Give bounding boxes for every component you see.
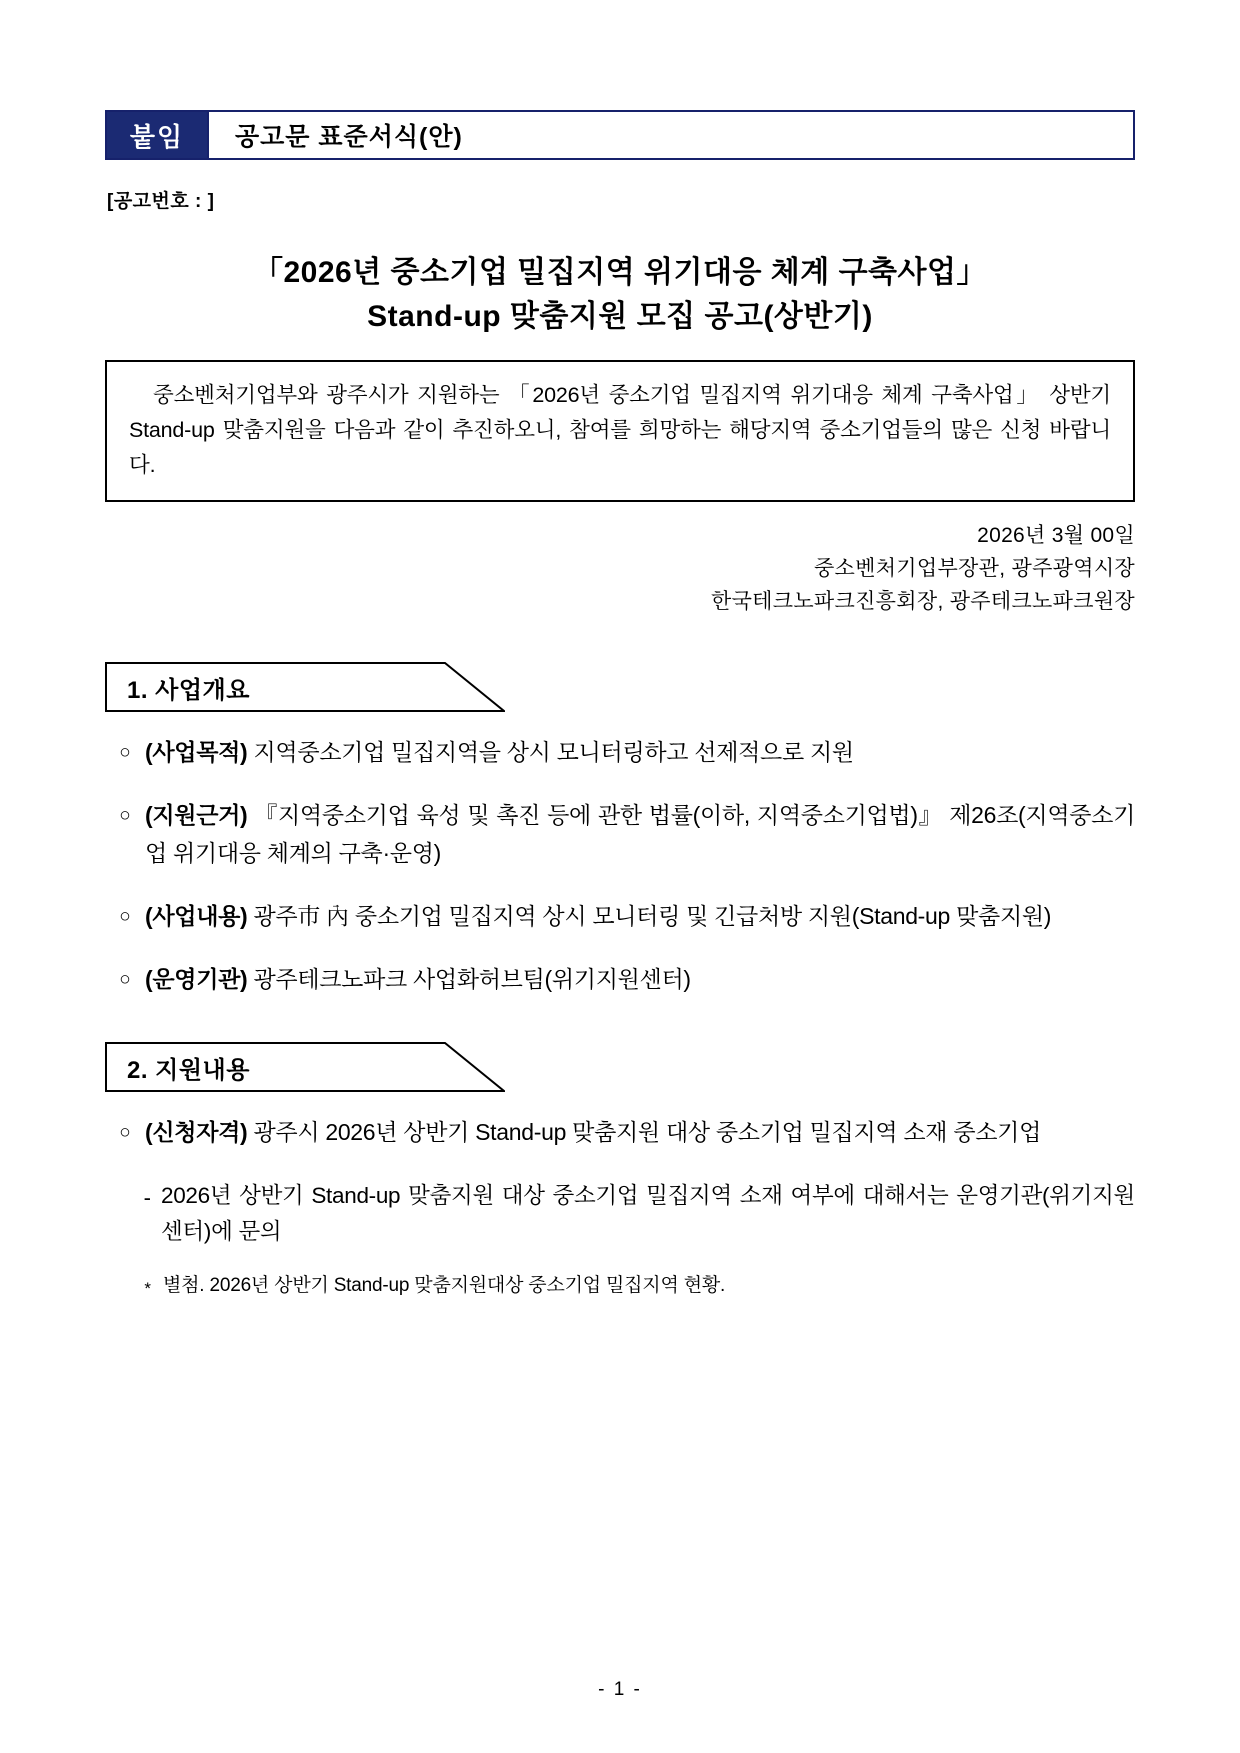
- list-item: [105, 898, 1135, 935]
- section-heading-2: [105, 1042, 505, 1092]
- signature-line-1: 중소벤처기업부장관, 광주광역시장: [813, 557, 1135, 581]
- list-item-label: (사업내용): [145, 902, 248, 929]
- list-marker: ○: [119, 969, 131, 991]
- notice-number: [공고번호 : ]: [107, 191, 215, 212]
- list-item: [105, 797, 1135, 872]
- section-business-overview: [105, 662, 1135, 998]
- section-2-items: [105, 1114, 1135, 1301]
- attachment-tag: 붙임: [105, 110, 209, 160]
- summary-box: [105, 360, 1135, 502]
- list-item-label: (신청자격): [145, 1119, 248, 1146]
- page-title-line-1: 「2026년 중소기업 밀집지역 위기대응 체계 구축사업」: [252, 256, 988, 289]
- signature-block: [105, 520, 1135, 618]
- list-item-text: 별첨. 2026년 상반기 Stand-up 맞춤지원대상 중소기업 밀집지역 현황.: [163, 1274, 726, 1296]
- list-item-label: (운영기관): [145, 966, 248, 993]
- section-1-items: [105, 734, 1135, 998]
- attachment-header: [105, 110, 1135, 160]
- list-item-text: 지역중소기업 밀집지역을 상시 모니터링하고 선제적으로 지원: [247, 739, 854, 766]
- section-heading-1-label: 1. 사업개요: [127, 676, 250, 704]
- list-item-body: [145, 1114, 1135, 1151]
- list-item-body: [145, 961, 1135, 998]
- list-item: [105, 1271, 1135, 1302]
- list-item-label: (지원근거): [145, 802, 248, 829]
- list-item: [105, 961, 1135, 998]
- list-item-body: [145, 797, 1135, 872]
- list-marker: -: [143, 1184, 151, 1210]
- section-heading-1: [105, 662, 505, 712]
- section-support-details: [105, 1042, 1135, 1301]
- list-marker: ○: [119, 805, 131, 827]
- list-item: [105, 734, 1135, 771]
- signature-date: 2026년 3월 00일: [977, 524, 1135, 548]
- attachment-title: 공고문 표준서식(안): [209, 110, 1135, 160]
- page-title: [105, 251, 1135, 338]
- summary-text: 중소벤처기업부와 광주시가 지원하는 「2026년 중소기업 밀집지역 위기대응 체계 구축사업」 상반기 Stand-up 맞춤지원을 다음과 같이 추진하오니, 참여를 희망하는 해당지역 중소기업들의 많은 신청 바랍니다.: [129, 383, 1111, 477]
- list-item-text: 광주테크노파크 사업화허브팀(위기지원센터): [247, 966, 691, 993]
- list-item-text: 2026년 상반기 Stand-up 맞춤지원 대상 중소기업 밀집지역 소재 여부에 대해서는 운영기관(위기지원센터)에 문의: [161, 1182, 1135, 1245]
- page-title-line-2: Stand-up 맞춤지원 모집 공고(상반기): [367, 299, 873, 333]
- list-item-body: [145, 898, 1135, 935]
- list-marker: ○: [119, 905, 131, 927]
- list-item: [105, 1178, 1135, 1251]
- list-item-body: [145, 734, 1135, 771]
- list-marker: ○: [119, 742, 131, 764]
- list-item-text: 광주시 2026년 상반기 Stand-up 맞춤지원 대상 중소기업 밀집지역 소재 중소기업: [247, 1119, 1041, 1146]
- page-number: - 1 -: [598, 1679, 642, 1700]
- list-marker: ○: [119, 1122, 131, 1144]
- list-item-text: 광주市 內 중소기업 밀집지역 상시 모니터링 및 긴급처방 지원(Stand-up 맞춤지원): [247, 902, 1052, 929]
- list-item-text: 『지역중소기업 육성 및 촉진 등에 관한 법률(이하, 지역중소기업법)』 제26조(지역중소기업 위기대응 체계의 구축·운영): [145, 802, 1135, 866]
- list-marker: *: [144, 1278, 151, 1298]
- section-heading-2-label: 2. 지원내용: [127, 1056, 250, 1084]
- list-item-label: (사업목적): [145, 739, 248, 766]
- list-item: [105, 1114, 1135, 1151]
- signature-line-2: 한국테크노파크진흥회장, 광주테크노파크원장: [711, 589, 1135, 613]
